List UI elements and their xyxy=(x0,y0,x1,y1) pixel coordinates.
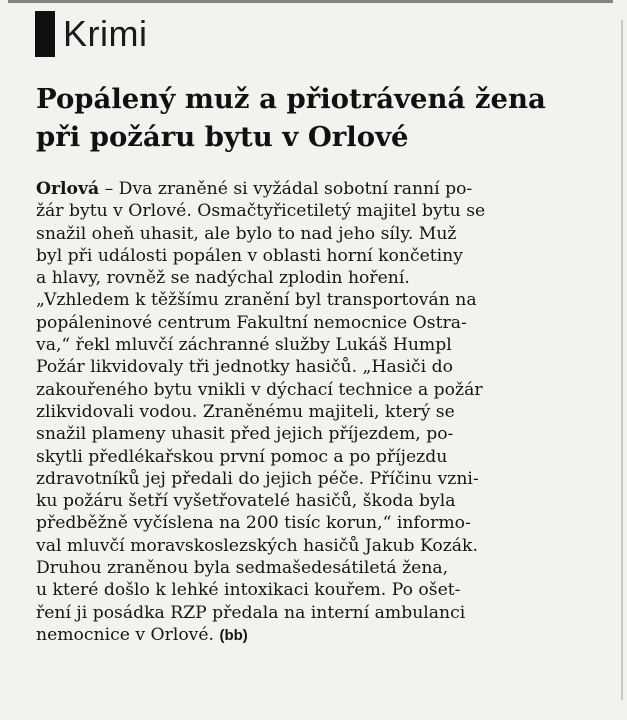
body-line: skytli předlékařskou první pomoc a po příjezdu xyxy=(36,446,448,467)
author-tag: (bb) xyxy=(219,626,248,644)
scan-edge-right xyxy=(621,20,623,700)
body-line: a hlavy, rovněž se nadýchal zplodin hoření. xyxy=(36,268,410,289)
headline xyxy=(36,80,606,156)
body-line: ření ji posádka RZP předala na interní ambulanci xyxy=(36,602,466,623)
headline-line: Popálený muž a přiotrávená žena xyxy=(36,83,546,115)
body-line: Druhou zraněnou byla sedmašedesátiletá žena, xyxy=(36,558,449,579)
body-line: žár bytu v Orlové. Osmačtyřicetiletý majitel bytu se xyxy=(36,201,486,222)
body-line: val mluvčí moravskoslezských hasičů Jakub Kozák. xyxy=(36,535,478,556)
body-line: snažil oheň uhasit, ale bylo to nad jeho síly. Muž xyxy=(36,223,457,244)
scan-edge-top xyxy=(8,0,613,3)
body-line: zakouřeného bytu vnikli v dýchací technice a požár xyxy=(36,379,483,400)
body-line: ku požáru šetří vyšetřovatelé hasičů, škoda byla xyxy=(36,491,456,512)
body-line xyxy=(36,624,596,647)
body-line: snažil plameny uhasit před jejich příjezdem, po- xyxy=(36,424,454,445)
body-line: va,“ řekl mluvčí záchranné služby Lukáš Humpl xyxy=(36,335,452,356)
body-line: zdravotníků jej předali do jejich péče. Příčinu vzni- xyxy=(36,468,479,489)
dateline: Orlová xyxy=(36,179,100,199)
section-rubric xyxy=(35,10,147,58)
body-line: u které došlo k lehké intoxikaci kouřem. Po ošet- xyxy=(36,580,461,601)
body-line: byl při události popálen v oblasti horní končetiny xyxy=(36,245,463,266)
body-line: Požár likvidovaly tři jednotky hasičů. „Hasiči do xyxy=(36,357,453,378)
body-line: „Vzhledem k těžšímu zranění byl transportován na xyxy=(36,290,477,311)
body-line: popáleninové centrum Fakultní nemocnice Ostra- xyxy=(36,312,467,333)
body-line: předběžně vyčíslena na 200 tisíc korun,“ informo- xyxy=(36,513,471,534)
headline-line: při požáru bytu v Orlové xyxy=(36,121,409,153)
body-line xyxy=(36,178,596,200)
body-line: zlikvidovali vodou. Zraněnému majiteli, který se xyxy=(36,401,455,422)
article-body xyxy=(36,178,596,647)
body-line-text: – Dva zraněné si vyžádal sobotní ranní po- xyxy=(99,179,473,199)
rubric-bar xyxy=(35,11,55,57)
body-line-text: nemocnice v Orlové. xyxy=(36,624,220,645)
section-label: Krimi xyxy=(63,13,148,54)
